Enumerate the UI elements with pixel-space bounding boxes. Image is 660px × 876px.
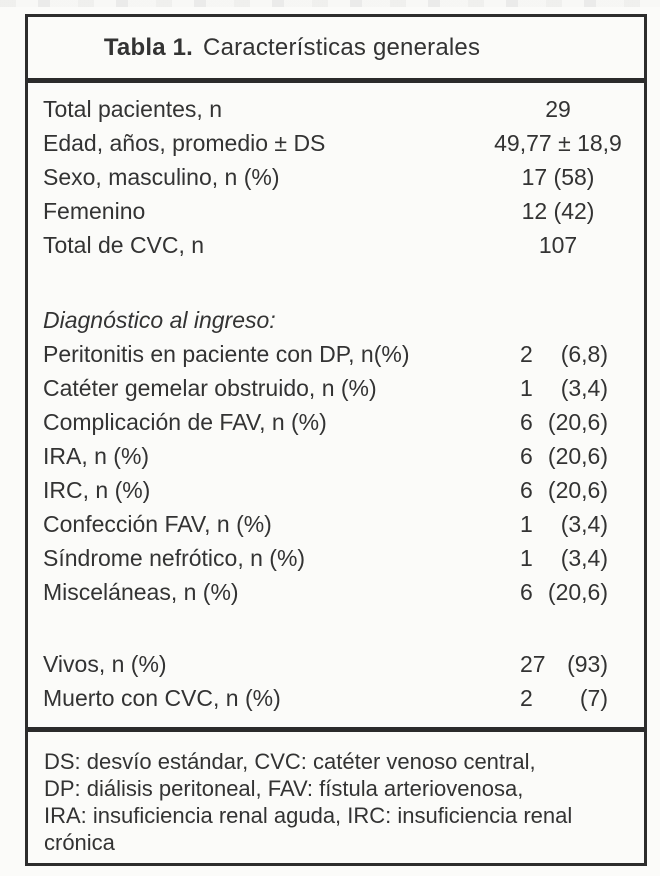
- row-value-percent: (20,6): [547, 443, 608, 469]
- footnote-line: DS: desvío estándar, CVC: catéter venoso central,: [44, 749, 536, 774]
- row-value-percent: (7): [579, 685, 608, 711]
- row-label: Misceláneas, n (%): [43, 579, 239, 605]
- row-value: 107: [538, 232, 578, 258]
- row-value: 17 (58): [521, 164, 595, 190]
- row-value-count: 1: [520, 375, 533, 401]
- row-value: [482, 681, 634, 715]
- table-row: [43, 405, 634, 439]
- row-value: [482, 575, 634, 609]
- row-label: Síndrome nefrótico, n (%): [43, 545, 306, 571]
- row-value-count: 6: [520, 477, 533, 503]
- row-label: Peritonitis en paciente con DP, n(%): [43, 341, 410, 367]
- row-value-percent: (93): [567, 651, 608, 677]
- footnote-line: crónica: [44, 830, 115, 855]
- table-row: [43, 473, 634, 507]
- section-general: [43, 92, 634, 262]
- scan-edge-artifact: [0, 0, 660, 7]
- row-value-percent: (3,4): [560, 511, 608, 537]
- row-label: IRA, n (%): [43, 443, 150, 469]
- table-row: [43, 575, 634, 609]
- row-value: [482, 439, 634, 473]
- row-label: Total pacientes, n: [43, 96, 223, 122]
- table-row: [43, 126, 634, 160]
- row-value-count: 6: [520, 409, 533, 435]
- table-row: [43, 507, 634, 541]
- diagnosis-rows: [43, 337, 634, 609]
- row-value: [482, 507, 634, 541]
- row-label: Muerto con CVC, n (%): [43, 685, 281, 711]
- row-value-percent: (6,8): [560, 341, 608, 367]
- row-value: [482, 337, 634, 371]
- row-value-percent: (20,6): [547, 579, 608, 605]
- row-label: Vivos, n (%): [43, 651, 167, 677]
- table-row: [43, 228, 634, 262]
- table-row: [43, 371, 634, 405]
- row-value: 49,77 ± 18,9: [494, 130, 622, 156]
- row-value-count: 1: [520, 511, 533, 537]
- table-row: [43, 92, 634, 126]
- table-row: [43, 337, 634, 371]
- section-header: Diagnóstico al ingreso:: [43, 307, 276, 333]
- row-value: [482, 371, 634, 405]
- table-row: [43, 647, 634, 681]
- row-value-percent: (20,6): [547, 477, 608, 503]
- row-value-count: 27: [520, 651, 546, 677]
- row-value-count: 1: [520, 545, 533, 571]
- row-value-percent: (20,6): [547, 409, 608, 435]
- row-value-percent: (3,4): [560, 545, 608, 571]
- row-label: IRC, n (%): [43, 477, 151, 503]
- section-outcome: [43, 647, 634, 715]
- row-value-percent: (3,4): [560, 375, 608, 401]
- row-value-count: 6: [520, 443, 533, 469]
- row-value: [482, 647, 634, 681]
- section-diagnosis: [43, 303, 634, 609]
- row-label: Complicación de FAV, n (%): [43, 409, 327, 435]
- row-label: Edad, años, promedio ± DS: [43, 130, 326, 156]
- row-value: 12 (42): [521, 198, 595, 224]
- table-body: [28, 83, 644, 715]
- row-value-count: 6: [520, 579, 533, 605]
- footnote-line: DP: diálisis peritoneal, FAV: fístula arteriovenosa,: [44, 776, 524, 801]
- table-title: [28, 17, 644, 78]
- row-value-count: 2: [520, 341, 533, 367]
- row-value: [482, 541, 634, 575]
- table-title-text: Características generales: [203, 33, 481, 61]
- table-row: [43, 439, 634, 473]
- footnote-line: IRA: insuficiencia renal aguda, IRC: insuficiencia renal: [44, 803, 573, 828]
- row-value-count: 2: [520, 685, 533, 711]
- row-value: 29: [545, 96, 571, 122]
- table-number: Tabla 1.: [103, 33, 194, 61]
- row-label: Total de CVC, n: [43, 232, 205, 258]
- table-row: [43, 194, 634, 228]
- table-row: [43, 541, 634, 575]
- row-label: Sexo, masculino, n (%): [43, 164, 280, 190]
- table-container: [25, 14, 647, 866]
- table-row: [43, 681, 634, 715]
- row-value: [482, 473, 634, 507]
- table-row: [43, 160, 634, 194]
- row-label: Confección FAV, n (%): [43, 511, 272, 537]
- row-label: Catéter gemelar obstruido, n (%): [43, 375, 377, 401]
- table-footnote: [28, 732, 644, 856]
- row-value: [482, 405, 634, 439]
- row-label: Femenino: [43, 198, 146, 224]
